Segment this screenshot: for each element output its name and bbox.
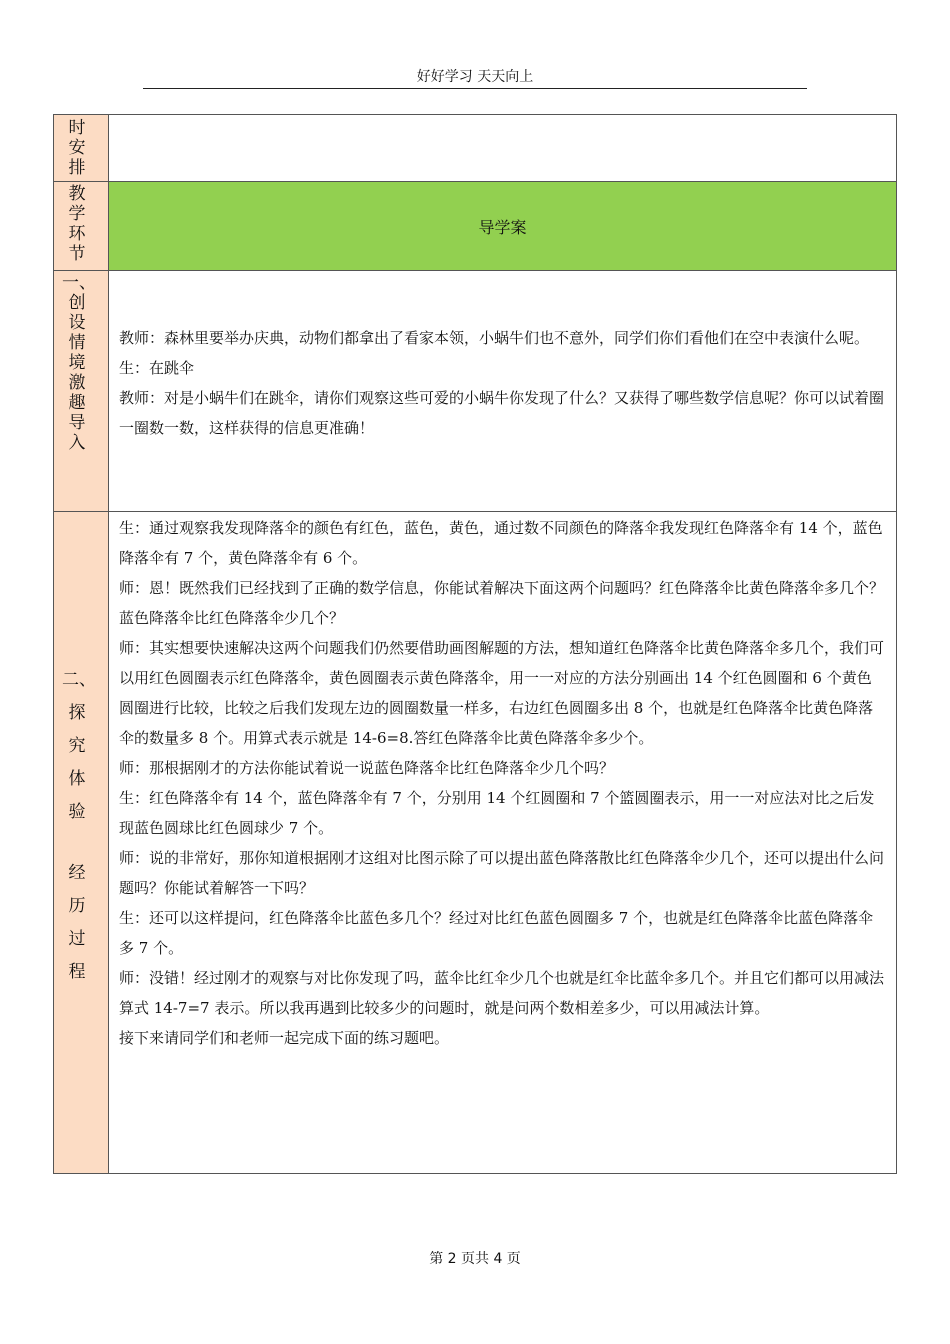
page-header: 好好学习 天天向上 bbox=[416, 69, 534, 85]
part2-content-cell bbox=[109, 512, 897, 1174]
paragraph: 教师：森林里要举办庆典，动物们都拿出了看家本领，小蜗牛们也不意外，同学们你们看他们在空中表演什么呢。 bbox=[119, 329, 870, 347]
part2-label-cell bbox=[54, 512, 109, 1174]
part1-content-cell bbox=[109, 271, 897, 512]
time-label: 时安排 bbox=[68, 118, 86, 178]
page-footer: 第 2 页共 4 页 bbox=[429, 1251, 521, 1267]
section-title: 导学案 bbox=[109, 182, 897, 271]
table-row bbox=[54, 182, 897, 271]
paragraph: 生：红色降落伞有 14 个，蓝色降落伞有 7 个，分别用 14 个红圆圈和 7 个篮圆圈表示，用一一对应法对比之后发现蓝色圆球比红色圆球少 7 个。 bbox=[119, 789, 875, 837]
paragraph: 师：那根据刚才的方法你能试着说一说蓝色降落伞比红色降落伞少几个吗？ bbox=[119, 759, 615, 777]
part1-label: 一、创设情境 激趣导入 bbox=[62, 273, 96, 453]
header-rule bbox=[143, 88, 807, 89]
table-row bbox=[54, 512, 897, 1174]
paragraph: 接下来请同学们和老师一起完成下面的练习题吧。 bbox=[119, 1029, 450, 1047]
part2-label-b: 经历过程 bbox=[68, 863, 86, 982]
table-row bbox=[54, 271, 897, 512]
paragraph: 师：其实想要快速解决这两个问题我们仍然要借助画图解题的方法，想知道红色降落伞比黄色降落伞多几个，我们可以用红色圆圈表示红色降落伞，黄色圆圈表示黄色降落伞，用一一对应的方法分别画出 14 个红色圆圈和 6 个黄色圆圈进行比较，比较之后我们发现左边的圆圈数量一样多，右边红色圆圈多出 8 个，也就是红色降落伞比黄色降落伞的数量多 8 个。用算式表示就是 14-6=8.答红色降落伞比黄色降落伞多少个。 bbox=[119, 639, 885, 747]
lesson-plan-table bbox=[53, 114, 897, 1174]
section-label: 教学环节 bbox=[68, 184, 86, 264]
section-label-cell bbox=[54, 182, 109, 271]
paragraph: 生：还可以这样提问，红色降落伞比蓝色多几个？经过对比红色蓝色圆圈多 7 个，也就是红色降落伞比蓝色降落伞多 7 个。 bbox=[119, 909, 874, 957]
paragraph: 师：恩！既然我们已经找到了正确的数学信息，你能试着解决下面这两个问题吗？红色降落伞比黄色降落伞多几个？蓝色降落伞比红色降落伞少几个？ bbox=[119, 579, 885, 627]
time-label-cell bbox=[54, 115, 109, 182]
paragraph: 生：在跳伞 bbox=[119, 359, 195, 377]
table-row bbox=[54, 115, 897, 182]
paragraph: 师：没错！经过刚才的观察与对比你发现了吗，蓝伞比红伞少几个也就是红伞比蓝伞多几个。并且它们都可以用减法算式 14-7=7 表示。所以我再遇到比较多少的问题时，就是问两个数相差多少，可以用减法计算。 bbox=[119, 969, 885, 1017]
paragraph: 生：通过观察我发现降落伞的颜色有红色，蓝色，黄色，通过数不同颜色的降落伞我发现红色降落伞有 14 个，蓝色降落伞有 7 个，黄色降落伞有 6 个。 bbox=[119, 519, 883, 567]
paragraph: 教师：对是小蜗牛们在跳伞，请你们观察这些可爱的小蜗牛你发现了什么？又获得了哪些数学信息呢？你可以试着圈一圈数一数，这样获得的信息更准确！ bbox=[119, 389, 885, 437]
paragraph: 师：说的非常好，那你知道根据刚才这组对比图示除了可以提出蓝色降落散比红色降落伞少几个，还可以提出什么问题吗？你能试着解答一下吗？ bbox=[119, 849, 885, 897]
part2-label-a: 二、探究体验 bbox=[62, 670, 96, 822]
part1-label-cell bbox=[54, 271, 109, 512]
time-content-cell bbox=[109, 115, 897, 182]
